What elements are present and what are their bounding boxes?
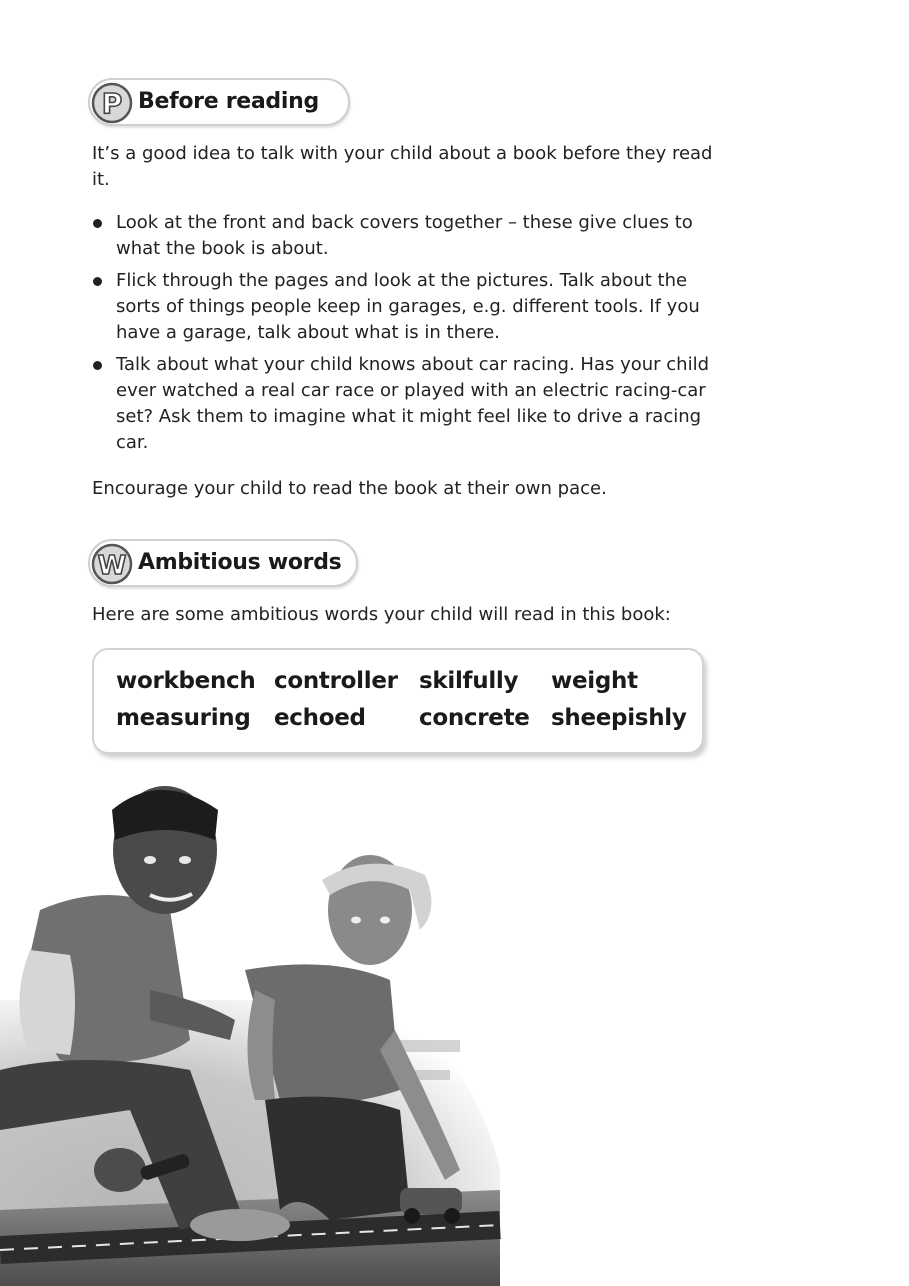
before-reading-header — [88, 78, 350, 126]
word-item: measuring — [116, 705, 251, 731]
word-item: skilfully — [419, 668, 519, 694]
list-item: Look at the front and back covers together – these give clues to what the book is about. — [92, 210, 732, 262]
word-item: workbench — [116, 668, 256, 694]
word-item: sheepishly — [551, 705, 687, 731]
list-item: Flick through the pages and look at the pictures. Talk about the sorts of things people keep in garages, e.g. different tools. If you have a garage, talk about what is in there. — [92, 268, 732, 346]
ambitious-words-title: Ambitious words — [138, 550, 342, 575]
svg-text:W: W — [97, 551, 127, 581]
bullet-icon — [93, 219, 102, 228]
word-item: controller — [274, 668, 398, 694]
before-reading-list — [92, 210, 732, 462]
list-item: Talk about what your child knows about car racing. Has your child ever watched a real car race or played with an electric racing-car set? Ask them to imagine what it might feel like to drive a racing car. — [92, 352, 732, 456]
before-reading-intro: It’s a good idea to talk with your child about a book before they read it. — [92, 143, 713, 190]
ambitious-words-box — [92, 648, 704, 754]
word-item: weight — [551, 668, 638, 694]
before-reading-title: Before reading — [138, 89, 319, 114]
illustration-image — [0, 770, 520, 1286]
bullet-icon — [93, 361, 102, 370]
word-item: echoed — [274, 705, 366, 731]
svg-text:P: P — [101, 87, 123, 120]
word-w-icon — [90, 540, 138, 588]
word-item: concrete — [419, 705, 530, 731]
bullet-icon — [93, 277, 102, 286]
before-reading-closing: Encourage your child to read the book at their own pace. — [92, 478, 607, 499]
question-p-icon — [90, 79, 138, 127]
ambitious-words-header — [88, 539, 358, 587]
ambitious-words-intro: Here are some ambitious words your child will read in this book: — [92, 604, 671, 625]
